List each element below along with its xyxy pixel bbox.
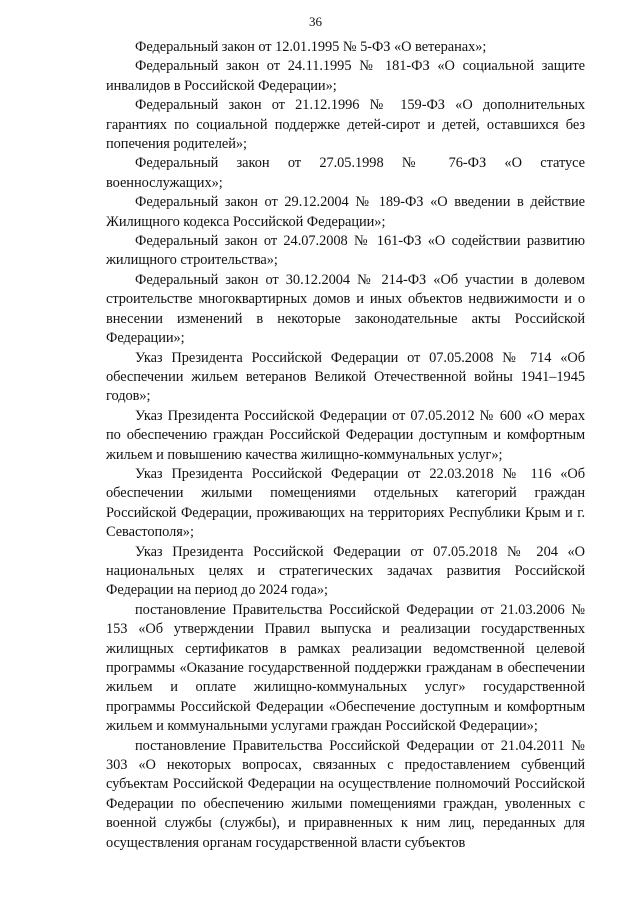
page-number: 36 <box>309 14 322 29</box>
paragraph-law-161fz: Федеральный закон от 24.07.2008 № 161-ФЗ «О содействии развитию жилищного строительства»; <box>106 233 585 269</box>
document-body <box>106 38 585 853</box>
paragraph-law-5fz: Федеральный закон от 12.01.1995 № 5-ФЗ «О ветеранах»; <box>135 39 487 55</box>
paragraph-law-159fz: Федеральный закон от 21.12.1996 № 159-ФЗ «О дополнительных гарантиях по социальной поддержке детей-сирот и детей, оставшихся без попечения родителей»; <box>106 97 585 153</box>
paragraph-law-214fz: Федеральный закон от 30.12.2004 № 214-ФЗ «Об участии в долевом строительстве многоквартирных домов и иных объектов недвижимости и о внесении изменений в некоторые законодательные акты Российской Федерации»; <box>106 271 585 347</box>
paragraph-resolution-303: постановление Правительства Российской Федерации от 21.04.2011 № 303 «О некоторых вопросах, связанных с предоставлением субвенций субъектам Российской Федерации на осуществление полномочий Российской Федерации по обеспечению жилыми помещениями граждан, уволенных с военной службы (службы), и приравненных к ним лиц, переданных для осуществления органам государственной власти субъектов <box>106 737 585 851</box>
paragraph-decree-600: Указ Президента Российской Федерации от 07.05.2012 № 600 «О мерах по обеспечению граждан Российской Федерации доступным и комфортным жильем и повышению качества жилищно-коммунальных услуг»; <box>106 407 585 463</box>
paragraph-law-189fz: Федеральный закон от 29.12.2004 № 189-ФЗ «О введении в действие Жилищного кодекса Российской Федерации»; <box>106 194 585 230</box>
paragraph-decree-714: Указ Президента Российской Федерации от 07.05.2008 № 714 «Об обеспечении жильем ветеранов Великой Отечественной войны 1941–1945 годов»; <box>106 349 585 405</box>
paragraph-law-76fz: Федеральный закон от 27.05.1998 № 76-ФЗ «О статусе военнослужащих»; <box>106 155 585 191</box>
paragraph-resolution-153: постановление Правительства Российской Федерации от 21.03.2006 № 153 «Об утверждении Правил выпуска и реализации государственных жилищных сертификатов в рамках реализации ведомственной целевой программы «Оказание государственной поддержки гражданам в обеспечении жильем и оплате жилищно-коммунальных услуг» государственной программы Российской Федерации «Обеспечение доступным и комфортным жильем и коммунальными услугами граждан Российской Федерации»; <box>106 601 585 735</box>
paragraph-decree-116: Указ Президента Российской Федерации от 22.03.2018 № 116 «Об обеспечении жилыми помещениями отдельных категорий граждан Российской Федерации, проживающих на территориях Республики Крым и г. Севастополя»; <box>106 465 585 541</box>
paragraph-decree-204: Указ Президента Российской Федерации от 07.05.2018 № 204 «О национальных целях и стратегических задачах развития Российской Федерации на период до 2024 года»; <box>106 543 585 599</box>
paragraph-law-181fz: Федеральный закон от 24.11.1995 № 181-ФЗ «О социальной защите инвалидов в Российской Федерации»; <box>106 58 585 94</box>
